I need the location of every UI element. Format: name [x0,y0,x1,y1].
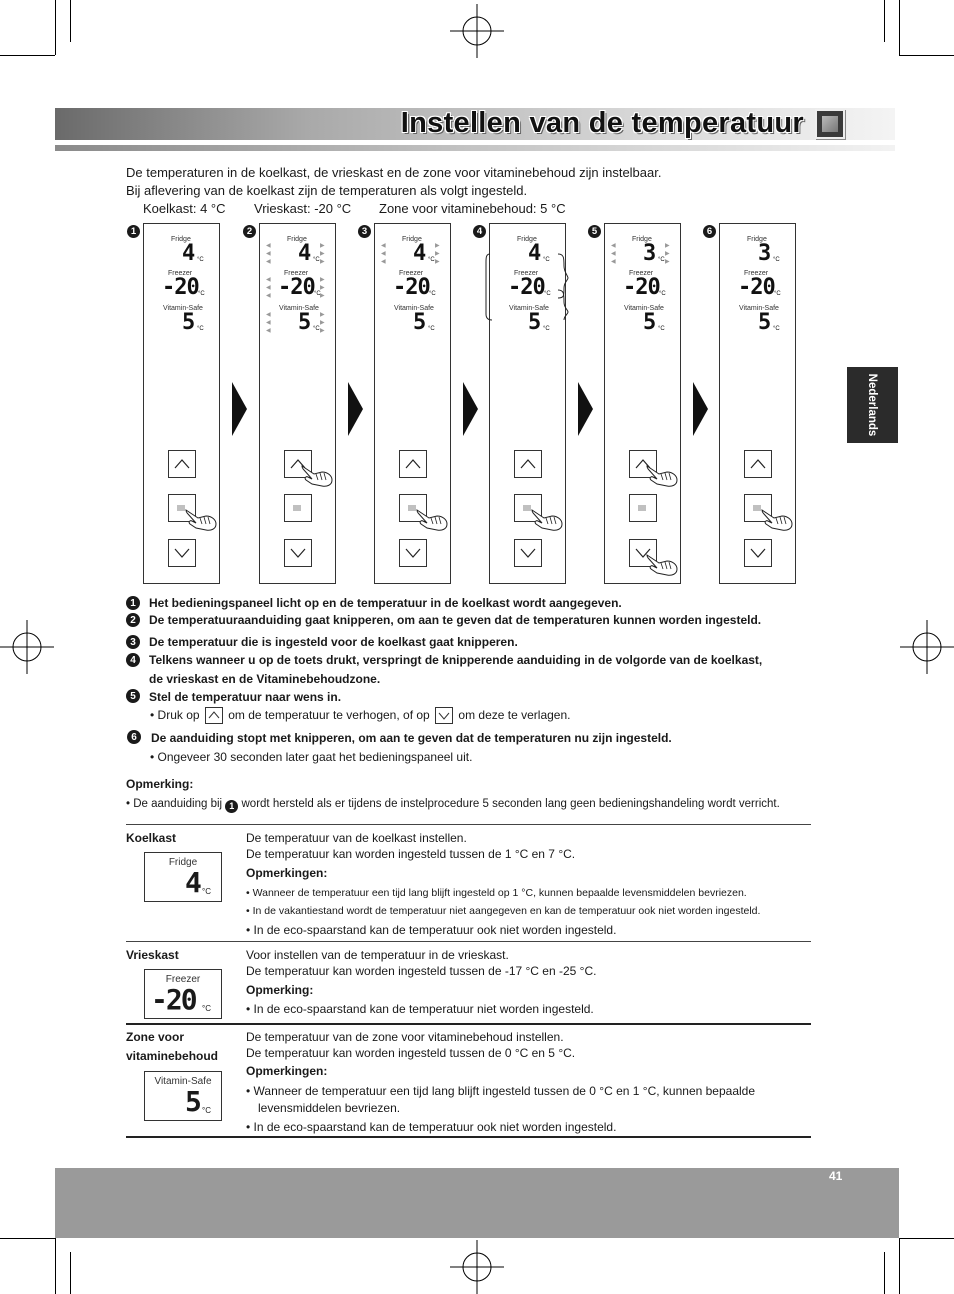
panel-label-freezer: Freezer [284,270,309,277]
select-button[interactable] [629,494,657,522]
blink-indicator-icon: ▶ [665,243,670,249]
blink-indicator-icon: ◀ [266,328,271,334]
row-note: • In de eco-spaarstand kan de temperatuur ook niet worden ingesteld. [246,923,617,937]
panel-label-freezer: Freezer [629,270,654,277]
crop-mark [899,1238,954,1239]
row-label-vrieskast: Vrieskast [126,948,179,962]
panel-value-vitamin: 5 [758,310,771,335]
next-step-arrow-icon [232,382,247,436]
blink-indicator-icon: ▶ [320,243,325,249]
blink-indicator-icon: ▶ [435,259,440,265]
row-desc-2: De temperatuur kan worden ingesteld tussen de 0 °C en 5 °C. [246,1046,576,1060]
panel-unit: °C [773,257,780,263]
default-freezer: Vrieskast: -20 °C [254,201,352,216]
down-button[interactable] [744,539,772,567]
title-underline [55,145,895,151]
up-button-icon [205,707,223,724]
panel-label-vitamin: Vitamin-Safe [163,305,203,312]
blink-indicator-icon: ▶ [320,328,325,334]
intro-line-1: De temperaturen in de koelkast, de vrieskast en de zone voor vitaminebehoud zijn instelbaar. [126,165,662,180]
down-button[interactable] [284,539,312,567]
pressing-hand-icon [645,460,679,493]
blink-indicator-icon: ◀ [266,312,271,318]
panel-label-freezer: Freezer [744,270,769,277]
default-vitamin: Zone voor vitaminebehoud: 5 °C [379,201,566,216]
panel-unit: °C [659,291,666,297]
blink-indicator-icon: ◀ [266,243,271,249]
panel-step-number: 6 [703,225,716,238]
blink-indicator-icon: ▶ [320,285,325,291]
blink-indicator-icon: ◀ [266,320,271,326]
crop-mark [55,1238,56,1294]
pressing-hand-icon [760,504,794,537]
step-5-sub-b: om de temperatuur te verhogen, of op [228,708,430,722]
panel-step-number: 1 [127,225,140,238]
panel-unit: °C [198,291,205,297]
panel-unit: °C [544,291,551,297]
row-note: • In de eco-spaarstand kan de temperatuur ook niet worden ingesteld. [246,1120,617,1134]
panel-label-vitamin: Vitamin-Safe [509,305,549,312]
registration-mark-left [0,620,54,674]
panel-value-fridge: 4 [182,241,195,266]
step-text: De temperatuur die is ingesteld voor de koelkast gaat knipperen. [149,635,518,649]
note-bullet [126,796,780,813]
blink-indicator-icon: ◀ [611,259,616,265]
down-button[interactable] [514,539,542,567]
step-text: De temperatuuraanduiding gaat knipperen, om aan te geven dat de temperaturen kunnen worden ingesteld. [149,613,762,627]
panel-value-fridge: 4 [298,241,311,266]
step-text: Het bedieningspaneel licht op en de temperatuur in de koelkast wordt aangegeven. [149,596,622,610]
vitamin-display [144,1071,222,1121]
control-panel-illustration [374,223,451,584]
panel-unit: °C [429,291,436,297]
blink-indicator-icon: ▶ [665,259,670,265]
step-number: 2 [126,613,140,627]
freezer-display [144,969,222,1019]
panel-unit: °C [658,257,665,263]
panel-value-freezer: -20 [278,275,315,300]
row-label-vitamin-a: Zone voor [126,1030,185,1044]
panel-label-vitamin: Vitamin-Safe [624,305,664,312]
blink-indicator-icon: ◀ [266,251,271,257]
panel-step-number: 5 [588,225,601,238]
table-rule [126,1023,811,1025]
pressing-hand-icon [530,504,564,537]
crop-mark [0,55,55,56]
row-note: • Wanneer de temperatuur een tijd lang blijft ingesteld tussen de 0 °C en 1 °C, kunnen bepaalde [246,1084,756,1098]
cycle-bracket-icon [484,252,572,329]
control-panel-illustration [259,223,336,584]
panel-value-vitamin: 5 [643,310,656,335]
panel-value-freezer: -20 [393,275,430,300]
language-tab [847,367,898,443]
registration-mark-bottom [450,1240,504,1294]
panel-value-fridge: 3 [643,241,656,266]
step-number: 3 [126,635,140,649]
step-5-sub-c: om deze te verlagen. [458,708,571,722]
up-button[interactable] [744,450,772,478]
panel-value-freezer: -20 [623,275,660,300]
registration-mark-right [900,620,954,674]
blink-indicator-icon: ▶ [320,320,325,326]
row-notes-title: Opmerkingen: [246,1064,328,1078]
crop-mark [70,0,71,42]
row-desc-1: Voor instellen van de temperatuur in de vrieskast. [246,948,509,962]
panel-value-vitamin: 5 [413,310,426,335]
crop-mark [899,55,954,56]
blink-indicator-icon: ▶ [320,293,325,299]
next-step-arrow-icon [578,382,593,436]
blink-indicator-icon: ◀ [381,243,386,249]
blink-indicator-icon: ▶ [320,259,325,265]
step-5-sub-a: • Druk op [150,708,200,722]
display-value: 5 [185,1085,200,1118]
panel-label-fridge: Fridge [171,236,191,243]
panel-unit: °C [313,326,320,332]
crop-mark [899,1238,900,1294]
blink-indicator-icon: ▶ [665,251,670,257]
panel-label-freezer: Freezer [514,270,539,277]
row-desc-1: De temperatuur van de koelkast instellen. [246,831,467,845]
pressing-hand-icon [645,549,679,582]
step-text: Telkens wanneer u op de toets drukt, verspringt de knipperende aanduiding in de volgorde van de koelkast, [149,653,763,667]
up-button[interactable] [514,450,542,478]
panel-label-fridge: Fridge [287,236,307,243]
panel-unit: °C [774,291,781,297]
step-number: 4 [126,653,140,667]
row-notes-title: Opmerking: [246,983,314,997]
blink-indicator-icon: ◀ [266,277,271,283]
down-button-icon [435,707,453,724]
row-desc-2: De temperatuur kan worden ingesteld tussen de -17 °C en -25 °C. [246,964,597,978]
blink-indicator-icon: ◀ [611,243,616,249]
pressing-hand-icon [184,504,218,537]
display-value: 4 [185,866,200,899]
blink-indicator-icon: ◀ [266,285,271,291]
intro-line-2: Bij aflevering van de koelkast zijn de temperaturen als volgt ingesteld. [126,183,528,198]
crop-mark [899,0,900,55]
panel-unit: °C [314,291,321,297]
blink-indicator-icon: ▶ [435,251,440,257]
step-number: 5 [126,689,140,703]
panel-label-fridge: Fridge [517,236,537,243]
panel-value-fridge: 4 [528,241,541,266]
page-number: 41 [829,1169,843,1183]
table-rule [126,1136,811,1138]
panel-unit: °C [313,257,320,263]
crop-mark [884,1252,885,1294]
display-unit: °C [202,1004,211,1013]
control-panel-illustration [143,223,220,584]
default-fridge: Koelkast: 4 °C [143,201,226,216]
select-button[interactable] [284,494,312,522]
blink-indicator-icon: ▶ [320,277,325,283]
display-label: Vitamin-Safe [154,1076,212,1087]
crop-mark [70,1252,71,1294]
note-bullet-b: wordt hersteld als er tijdens de instelprocedure 5 seconden lang geen bedieningshandeling wordt verricht. [241,798,780,810]
panel-value-freezer: -20 [508,275,545,300]
row-note: • In de vakantiestand wordt de temperatuur niet aangegeven en kan de temperatuur ook niet worden ingesteld. [246,905,761,917]
display-label: Freezer [165,974,201,985]
panel-label-freezer: Freezer [168,270,193,277]
note-step-ref: 1 [225,800,238,813]
crop-mark [55,0,56,55]
row-desc-1: De temperatuur van de zone voor vitaminebehoud instellen. [246,1030,564,1044]
table-rule [126,941,811,942]
control-panel-illustration [489,223,566,584]
panel-unit: °C [658,326,665,332]
control-panel-illustration [604,223,681,584]
panel-step-number: 2 [243,225,256,238]
crop-mark [884,0,885,42]
pressing-hand-icon [300,460,334,493]
panel-value-fridge: 3 [758,241,771,266]
panel-label-fridge: Fridge [402,236,422,243]
panel-unit: °C [773,326,780,332]
control-panel-illustration [719,223,796,584]
panel-step-number: 3 [358,225,371,238]
blink-indicator-icon: ▶ [320,251,325,257]
next-step-arrow-icon [463,382,478,436]
row-note: • In de eco-spaarstand kan de temperatuur niet worden ingesteld. [246,1002,594,1016]
step-text-continued: de vrieskast en de Vitaminebehoudzone. [149,672,381,686]
blink-indicator-icon: ▶ [320,312,325,318]
display-label: Fridge [168,857,198,868]
title-square-icon [815,109,845,139]
up-button[interactable] [168,450,196,478]
panel-label-vitamin: Vitamin-Safe [279,305,319,312]
panel-value-freezer: -20 [162,275,199,300]
panel-label-vitamin: Vitamin-Safe [394,305,434,312]
panel-unit: °C [197,326,204,332]
panel-unit: °C [543,326,550,332]
next-step-arrow-icon [348,382,363,436]
language-tab-label: Nederlands [866,373,879,437]
panel-unit: °C [543,257,550,263]
row-note-continued: levensmiddelen bevriezen. [258,1101,401,1115]
registration-mark-top [450,4,504,58]
blink-indicator-icon: ◀ [381,251,386,257]
down-button[interactable] [399,539,427,567]
blink-indicator-icon: ◀ [266,293,271,299]
step-text: Stel de temperatuur naar wens in. [149,690,342,704]
down-button[interactable] [168,539,196,567]
row-note: • Wanneer de temperatuur een tijd lang blijft ingesteld op 1 °C, kunnen bepaalde levensmiddelen bevriezen. [246,887,747,899]
blink-indicator-icon: ▶ [435,243,440,249]
step-6-sub: • Ongeveer 30 seconden later gaat het bedieningspaneel uit. [150,750,473,764]
up-button[interactable] [399,450,427,478]
display-unit: °C [202,887,211,896]
panel-unit: °C [428,326,435,332]
next-step-arrow-icon [693,382,708,436]
step-5-instruction [150,707,570,724]
panel-value-vitamin: 5 [528,310,541,335]
panel-unit: °C [428,257,435,263]
panel-value-fridge: 4 [413,241,426,266]
panel-value-vitamin: 5 [298,310,311,335]
step-number: 6 [127,730,141,744]
display-unit: °C [202,1106,211,1115]
step-number: 1 [126,596,140,610]
table-rule [126,824,811,825]
blink-indicator-icon: ◀ [611,251,616,257]
row-notes-title: Opmerkingen: [246,866,328,880]
note-title: Opmerking: [126,777,194,791]
panel-label-fridge: Fridge [632,236,652,243]
panel-value-vitamin: 5 [182,310,195,335]
panel-label-freezer: Freezer [399,270,424,277]
panel-step-number: 4 [473,225,486,238]
crop-mark [0,1238,55,1239]
display-value: -20 [151,983,196,1016]
panel-unit: °C [197,257,204,263]
fridge-display [144,852,222,902]
note-bullet-a: • De aanduiding bij [126,798,223,810]
panel-value-freezer: -20 [738,275,775,300]
page-title: Instellen van de temperatuur [400,107,804,139]
row-label-vitamin-b: vitaminebehoud [126,1049,219,1063]
pressing-hand-icon [415,504,449,537]
step-text: De aanduiding stopt met knipperen, om aan te geven dat de temperaturen nu zijn ingesteld. [151,731,672,745]
blink-indicator-icon: ◀ [266,259,271,265]
footer-band [55,1168,899,1238]
row-label-koelkast: Koelkast [126,831,177,845]
panel-label-vitamin: Vitamin-Safe [739,305,779,312]
row-desc-2: De temperatuur kan worden ingesteld tussen de 1 °C en 7 °C. [246,847,576,861]
blink-indicator-icon: ◀ [381,259,386,265]
panel-label-fridge: Fridge [747,236,767,243]
